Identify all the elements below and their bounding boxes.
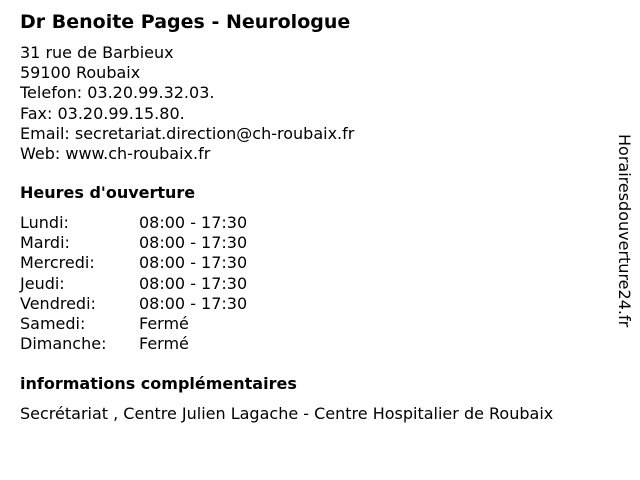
day-label: Lundi: (20, 213, 69, 232)
hours-row-wednesday (20, 253, 320, 273)
hours-value: 08:00 - 17:30 (139, 273, 248, 293)
fax-text: Fax: 03.20.99.15.80. (20, 103, 185, 123)
day-label: Samedi: (20, 313, 86, 333)
info-heading: informations complémentaires (20, 374, 297, 393)
email-text: Email: secretariat.direction@ch-roubaix.fr (20, 123, 355, 143)
hours-value: Fermé (139, 334, 189, 354)
hours-row-saturday (20, 314, 320, 334)
hours-value: 08:00 - 17:30 (139, 253, 248, 273)
day-label: Vendredi: (20, 293, 96, 313)
day-label: Dimanche: (20, 334, 107, 354)
address-street: 31 rue de Barbieux (20, 43, 174, 62)
day-label: Jeudi: (20, 273, 65, 293)
phone-text: Telefon: 03.20.99.32.03. (20, 83, 215, 103)
page-title: Dr Benoite Pages - Neurologue (20, 11, 351, 33)
day-label: Mercredi: (20, 253, 95, 273)
hours-value: 08:00 - 17:30 (139, 233, 248, 253)
hours-row-friday (20, 294, 320, 314)
hours-row-monday (20, 213, 320, 233)
info-text: Secrétariat , Centre Julien Lagache - Centre Hospitalier de Roubaix (20, 404, 554, 423)
contact-block (20, 43, 354, 164)
address-city: 59100 Roubaix (20, 63, 141, 83)
site-watermark: Horairesdouverture24.fr (615, 134, 634, 328)
hours-row-sunday (20, 334, 320, 354)
hours-heading: Heures d'ouverture (20, 183, 196, 202)
hours-value: 08:00 - 17:30 (139, 293, 248, 313)
web-text: Web: www.ch-roubaix.fr (20, 143, 211, 163)
hours-row-tuesday (20, 233, 320, 253)
hours-value: Fermé (139, 313, 189, 333)
hours-value: 08:00 - 17:30 (139, 213, 248, 232)
hours-table (20, 213, 320, 354)
hours-row-thursday (20, 274, 320, 294)
day-label: Mardi: (20, 233, 70, 253)
